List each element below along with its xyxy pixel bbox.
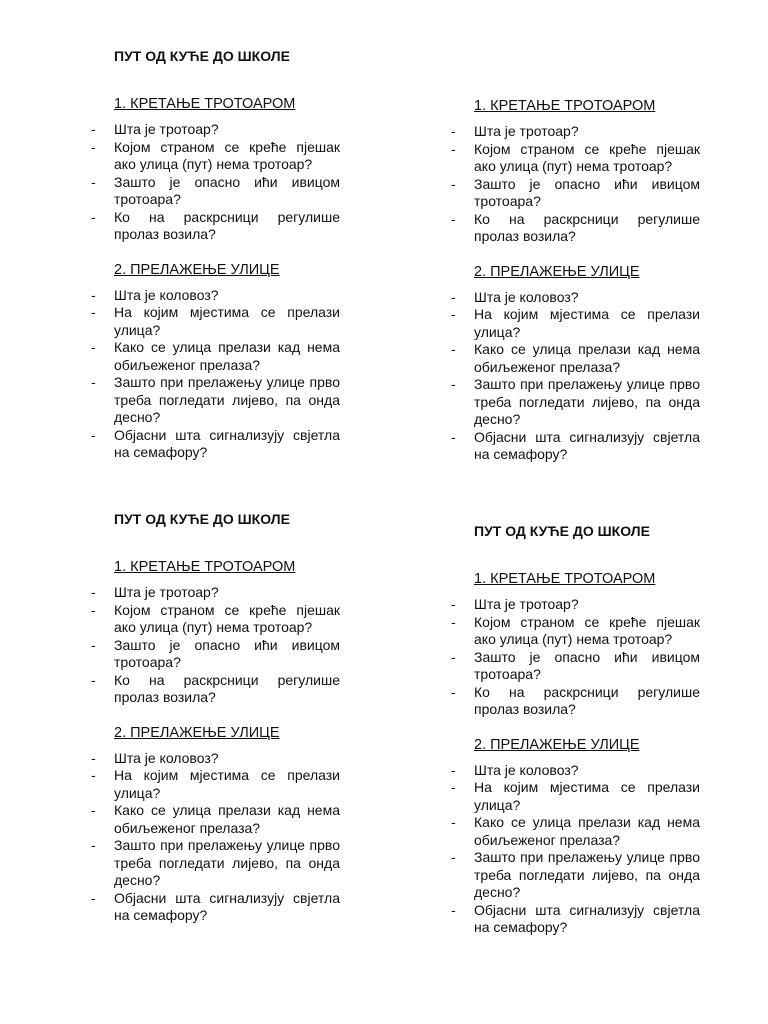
- worksheet-block-top-right: [474, 98, 700, 464]
- question-item: - Шта је коловоз?: [474, 289, 700, 307]
- question-item: - Објасни шта сигнализују свјетла на семафору?: [114, 890, 340, 925]
- question-item: - Шта је тротоар?: [114, 584, 340, 602]
- question-list-sidewalk: [114, 584, 340, 707]
- question-item: - Ко на раскрсници регулише пролаз возила?: [474, 211, 700, 246]
- question-item: - Шта је тротоар?: [474, 123, 700, 141]
- question-item: - Како се улица прелази кад нема обиљеженог прелаза?: [114, 802, 340, 837]
- section-heading-crossing: 2. ПРЕЛАЖЕЊЕ УЛИЦЕ: [114, 261, 280, 278]
- question-item: - Ко на раскрсници регулише пролаз возила?: [114, 672, 340, 707]
- question-item: - Зашто је опасно ићи ивицом тротоара?: [114, 174, 340, 209]
- question-item: - Како се улица прелази кад нема обиљеженог прелаза?: [474, 341, 700, 376]
- worksheet-title: ПУТ ОД КУЋЕ ДО ШКОЛЕ: [114, 48, 290, 64]
- question-item: - Објасни шта сигнализују свјетла на семафору?: [474, 429, 700, 464]
- question-item: - Шта је тротоар?: [474, 596, 700, 614]
- question-item: - Којом страном се креће пјешак ако улица (пут) нема тротоар?: [474, 141, 700, 176]
- question-item: - Којом страном се креће пјешак ако улица (пут) нема тротоар?: [114, 139, 340, 174]
- question-item: - Којом страном се креће пјешак ако улица (пут) нема тротоар?: [474, 614, 700, 649]
- question-item: - Зашто при прелажењу улице прво треба погледати лијево, па онда десно?: [114, 837, 340, 890]
- question-item: - На којим мјестима се прелази улица?: [114, 767, 340, 802]
- question-item: - Зашто је опасно ићи ивицом тротоара?: [474, 649, 700, 684]
- question-item: - Којом страном се креће пјешак ако улица (пут) нема тротоар?: [114, 602, 340, 637]
- question-item: - Шта је коловоз?: [114, 287, 340, 305]
- worksheet-title: ПУТ ОД КУЋЕ ДО ШКОЛЕ: [474, 523, 650, 539]
- question-list-crossing: [474, 762, 700, 937]
- question-item: - Зашто при прелажењу улице прво треба погледати лијево, па онда десно?: [474, 376, 700, 429]
- question-item: - Шта је коловоз?: [114, 750, 340, 768]
- question-item: - На којим мјестима се прелази улица?: [114, 304, 340, 339]
- section-heading-crossing: 2. ПРЕЛАЖЕЊЕ УЛИЦЕ: [474, 263, 640, 280]
- section-heading-sidewalk: 1. КРЕТАЊЕ ТРОТОАРОМ: [114, 96, 296, 112]
- question-item: - Зашто је опасно ићи ивицом тротоара?: [474, 176, 700, 211]
- question-item: - Ко на раскрсници регулише пролаз возила?: [474, 684, 700, 719]
- section-heading-sidewalk: 1. КРЕТАЊЕ ТРОТОАРОМ: [474, 98, 656, 114]
- section-heading-crossing: 2. ПРЕЛАЖЕЊЕ УЛИЦЕ: [114, 724, 280, 741]
- worksheet-block-bottom-left: [114, 511, 340, 925]
- worksheet-block-top-left: [114, 48, 340, 462]
- question-item: - Зашто је опасно ићи ивицом тротоара?: [114, 637, 340, 672]
- question-item: - На којим мјестима се прелази улица?: [474, 306, 700, 341]
- question-item: - Ко на раскрсници регулише пролаз возила?: [114, 209, 340, 244]
- question-list-crossing: [114, 750, 340, 925]
- question-item: - Шта је тротоар?: [114, 121, 340, 139]
- worksheet-title: ПУТ ОД КУЋЕ ДО ШКОЛЕ: [114, 511, 290, 527]
- question-item: - Како се улица прелази кад нема обиљеженог прелаза?: [474, 814, 700, 849]
- section-heading-crossing: 2. ПРЕЛАЖЕЊЕ УЛИЦЕ: [474, 736, 640, 753]
- question-list-crossing: [114, 287, 340, 462]
- question-list-sidewalk: [114, 121, 340, 244]
- question-item: - Објасни шта сигнализују свјетла на семафору?: [114, 427, 340, 462]
- worksheet-block-bottom-right: [474, 523, 700, 937]
- question-list-sidewalk: [474, 123, 700, 246]
- question-item: - Зашто при прелажењу улице прво треба погледати лијево, па онда десно?: [474, 849, 700, 902]
- question-item: - На којим мјестима се прелази улица?: [474, 779, 700, 814]
- section-heading-sidewalk: 1. КРЕТАЊЕ ТРОТОАРОМ: [474, 571, 656, 587]
- question-list-sidewalk: [474, 596, 700, 719]
- question-item: - Објасни шта сигнализују свјетла на семафору?: [474, 902, 700, 937]
- question-list-crossing: [474, 289, 700, 464]
- section-heading-sidewalk: 1. КРЕТАЊЕ ТРОТОАРОМ: [114, 559, 296, 575]
- question-item: - Шта је коловоз?: [474, 762, 700, 780]
- question-item: - Како се улица прелази кад нема обиљеженог прелаза?: [114, 339, 340, 374]
- question-item: - Зашто при прелажењу улице прво треба погледати лијево, па онда десно?: [114, 374, 340, 427]
